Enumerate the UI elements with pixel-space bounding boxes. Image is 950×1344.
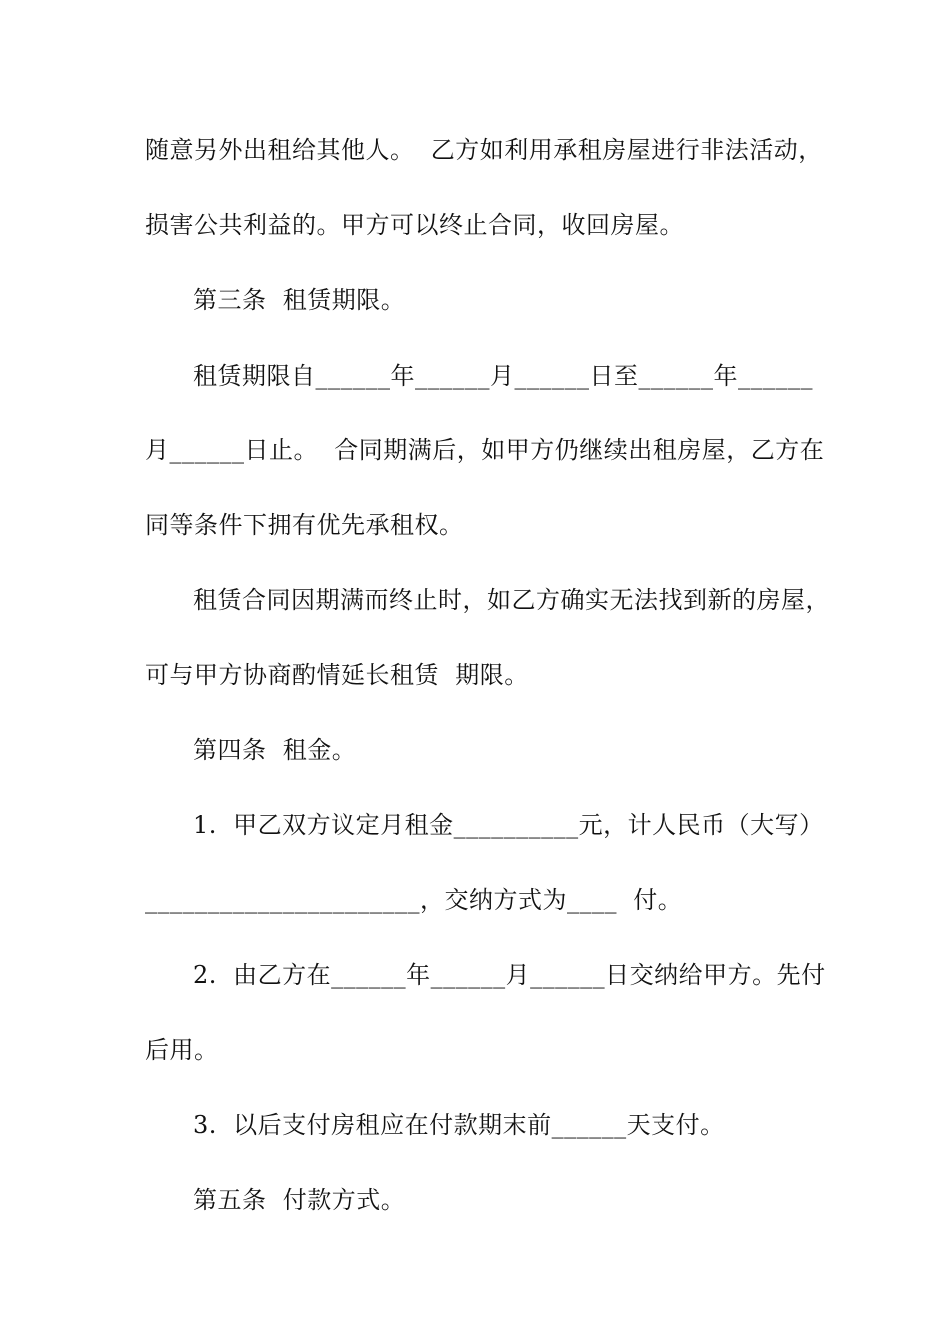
paragraph-line: 租赁合同因期满而终止时，如乙方确实无法找到新的房屋， (193, 586, 830, 614)
section-heading: 第三条 租赁期限。 (193, 286, 406, 314)
section-heading: 第五条 付款方式。 (193, 1186, 406, 1214)
list-item-line: 3. 以后支付房租应在付款期末前______天支付。 (193, 1111, 725, 1139)
section-heading: 第四条 租金。 (193, 736, 357, 764)
paragraph-line: 损害公共利益的。甲方可以终止合同，收回房屋。 (145, 211, 684, 239)
paragraph-line: 后用。 (145, 1036, 219, 1064)
paragraph-line: 同等条件下拥有优先承租权。 (145, 511, 464, 539)
paragraph-line: 月______日止。 合同期满后，如甲方仍继续出租房屋，乙方在 (145, 436, 825, 464)
list-item-line: 2. 由乙方在______年______月______日交纳给甲方。先付 (193, 961, 826, 989)
paragraph-line: 租赁期限自______年______月______日至______年______ (193, 362, 813, 390)
list-item-line: 1. 甲乙双方议定月租金__________元，计人民币（大写） (193, 811, 824, 839)
paragraph-line: 随意另外出租给其他人。 乙方如利用承租房屋进行非法活动， (145, 136, 823, 164)
paragraph-line: 可与甲方协商酌情延长租赁 期限。 (145, 661, 529, 689)
paragraph-line: ______________________，交纳方式为____ 付。 (145, 886, 683, 914)
